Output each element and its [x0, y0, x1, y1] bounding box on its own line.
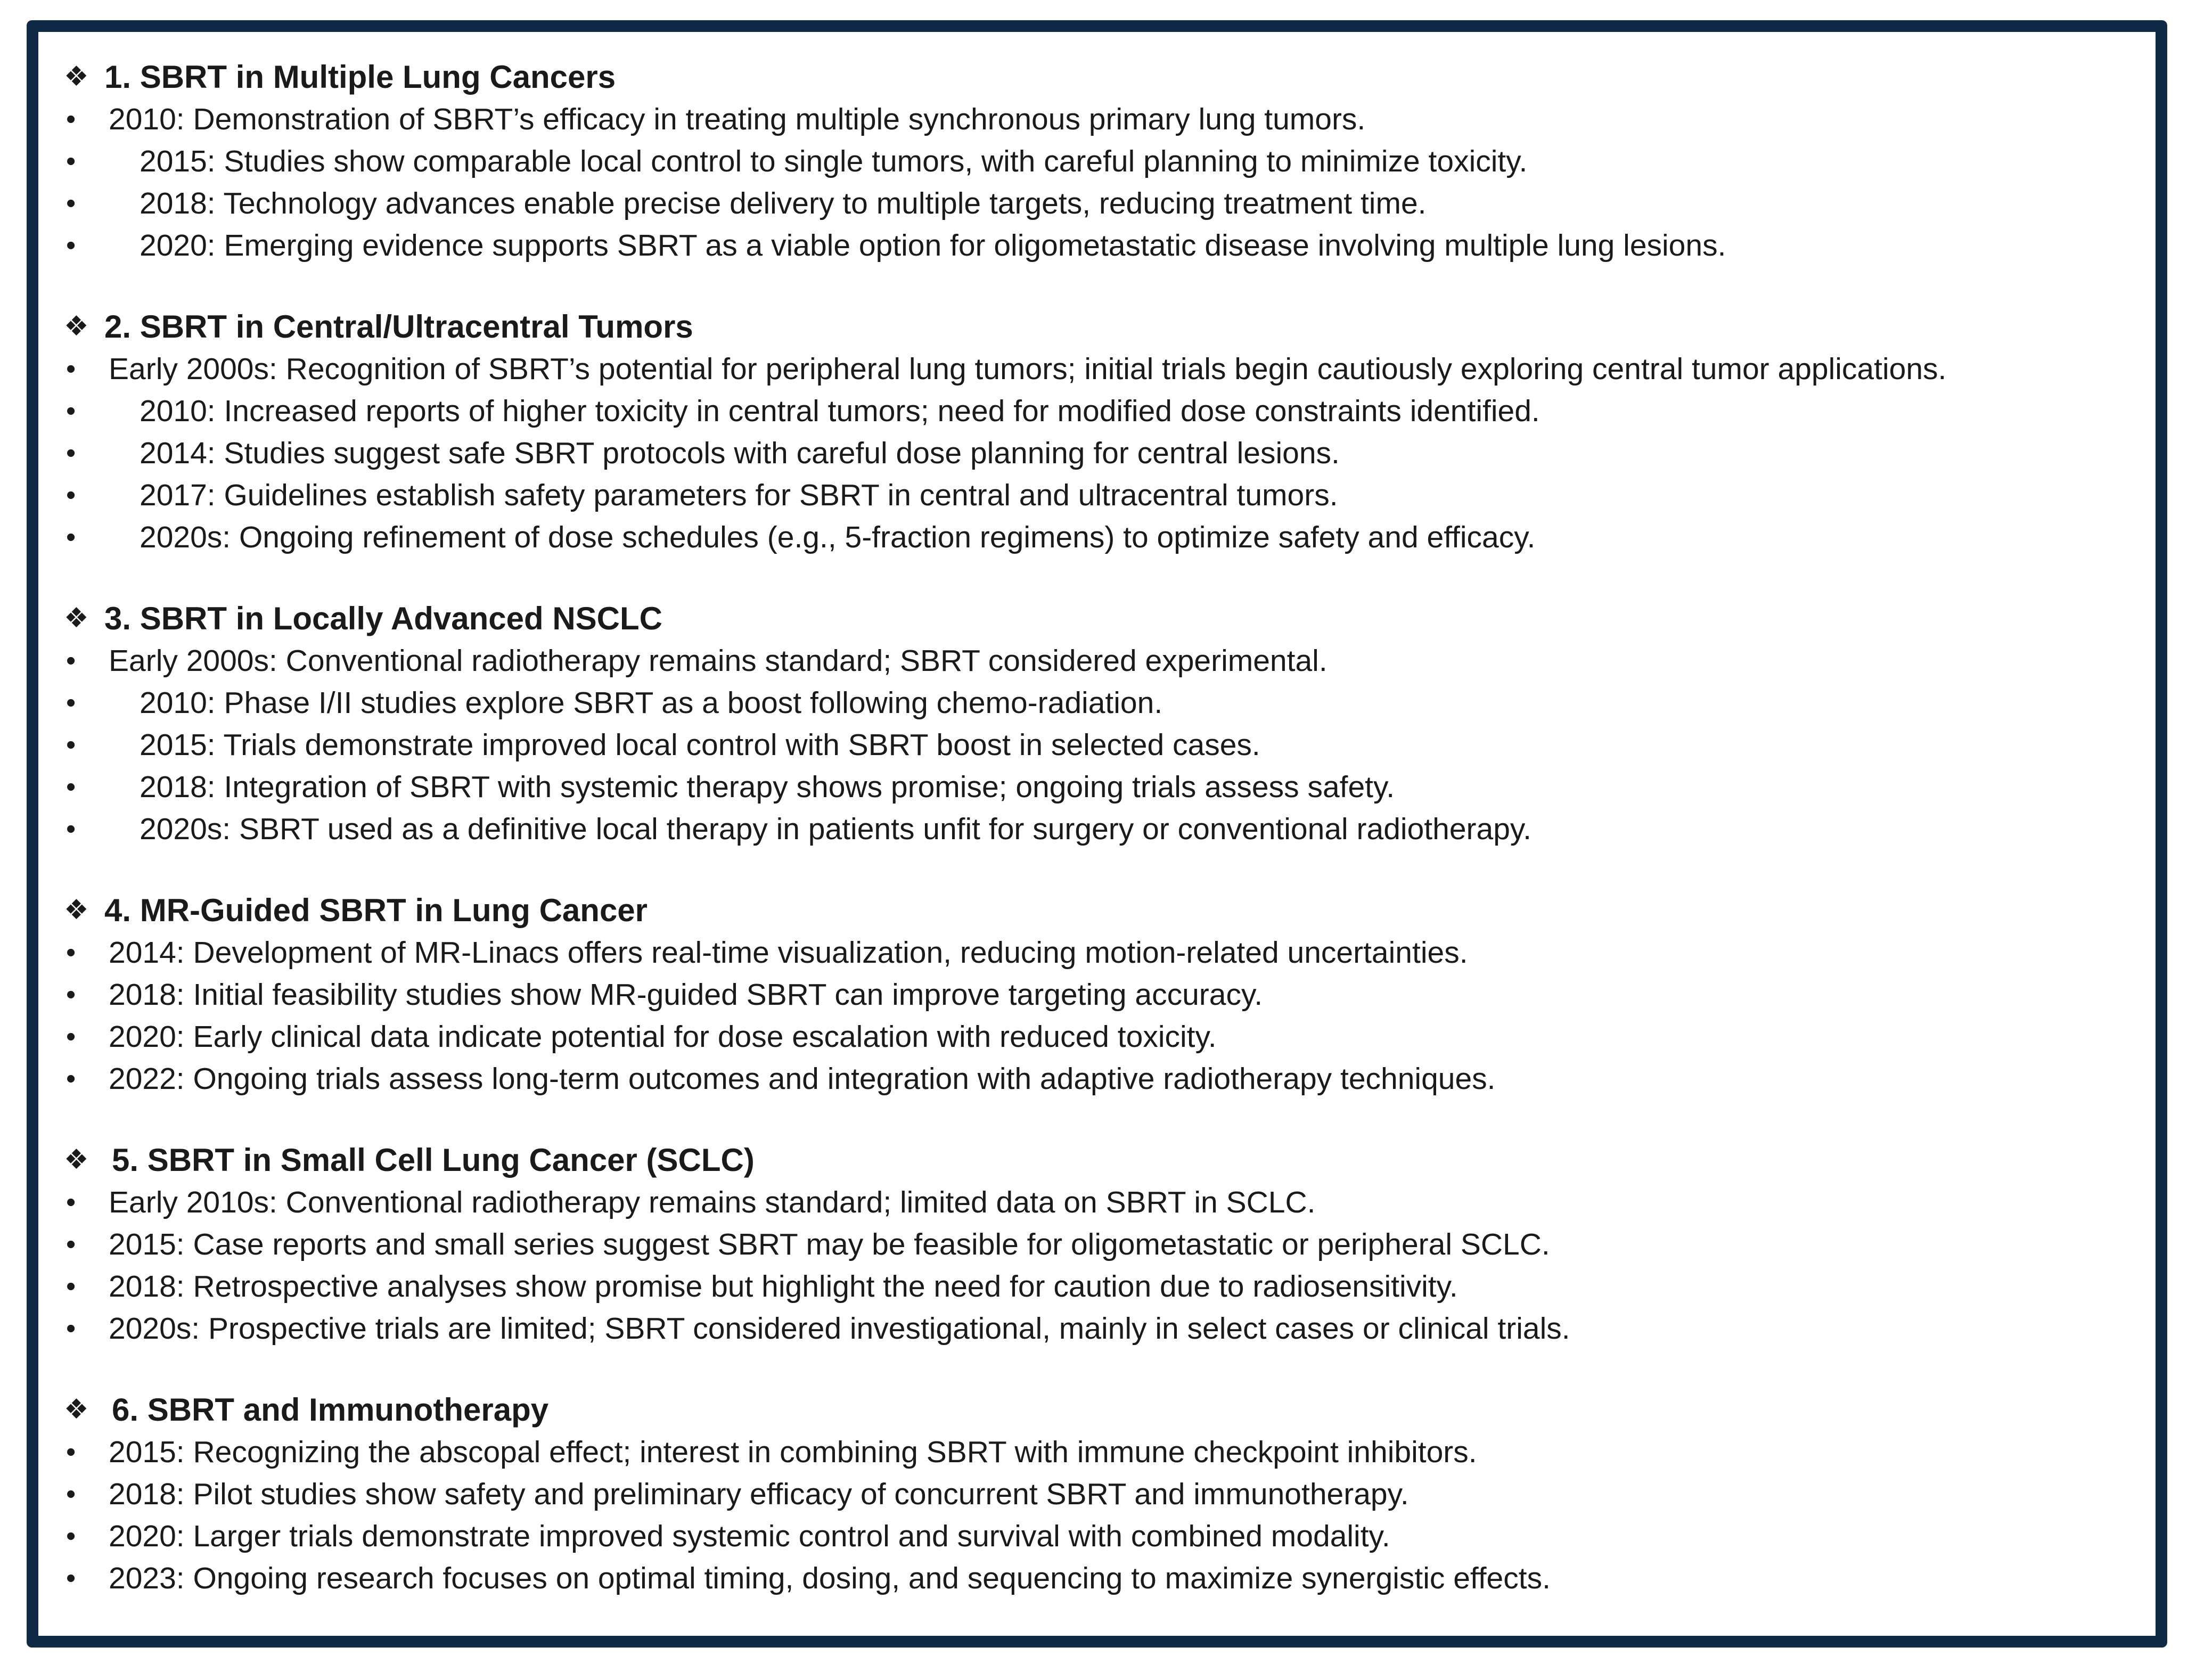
list-item-text: 2020: Early clinical data indicate potential for dose escalation with reduced toxicity. [109, 1019, 1217, 1054]
section-heading-text: 4. MR-Guided SBRT in Lung Cancer [104, 892, 648, 928]
list-item [64, 98, 2140, 140]
section-heading [64, 889, 2140, 931]
bullet-icon: • [66, 771, 76, 802]
four-diamond-icon: ❖ [64, 1394, 89, 1425]
list-item-text: 2018: Pilot studies show safety and preliminary efficacy of concurrent SBRT and immunotherapy. [109, 1477, 1409, 1511]
list-item-text: 2018: Integration of SBRT with systemic therapy shows promise; ongoing trials assess safety. [140, 769, 1395, 804]
bullet-icon: • [66, 1478, 76, 1510]
bullet-icon: • [66, 353, 76, 384]
list-item-text: Early 2010s: Conventional radiotherapy remains standard; limited data on SBRT in SCLC. [109, 1185, 1316, 1219]
list-item [64, 432, 2140, 474]
four-diamond-icon: ❖ [64, 311, 89, 342]
bullet-icon: • [66, 395, 76, 427]
list-item [64, 682, 2140, 724]
bullet-icon: • [66, 1313, 76, 1344]
bullet-icon: • [66, 979, 76, 1010]
list-item [64, 1557, 2140, 1599]
list-item-text: 2015: Case reports and small series suggest SBRT may be feasible for oligometastatic or peripheral SCLC. [109, 1227, 1550, 1261]
bullet-icon: • [66, 103, 76, 135]
section-heading [64, 1388, 2140, 1431]
list-item [64, 808, 2140, 850]
list-item-text: 2020s: Prospective trials are limited; SBRT considered investigational, mainly in select cases or clinical trials. [109, 1311, 1570, 1346]
list-item-text: 2010: Phase I/II studies explore SBRT as a boost following chemo-radiation. [140, 685, 1163, 720]
list-item-text: 2020: Emerging evidence supports SBRT as a viable option for oligometastatic disease involving multiple lung lesions. [140, 228, 1726, 263]
section-heading-text: 2. SBRT in Central/Ultracentral Tumors [104, 308, 693, 345]
list-item [64, 1223, 2140, 1265]
list-item-text: 2014: Studies suggest safe SBRT protocols with careful dose planning for central lesions. [140, 436, 1340, 470]
list-item-text: 2015: Trials demonstrate improved local control with SBRT boost in selected cases. [140, 727, 1260, 762]
list-item [64, 224, 2140, 266]
list-item [64, 182, 2140, 224]
four-diamond-icon: ❖ [64, 895, 89, 925]
bullet-icon: • [66, 1520, 76, 1552]
bullet-icon: • [66, 479, 76, 511]
timeline-frame [27, 20, 2167, 1648]
list-item-text: 2015: Studies show comparable local control to single tumors, with careful planning to minimize toxicity. [140, 144, 1528, 178]
section-heading [64, 305, 2140, 348]
bullet-icon: • [66, 813, 76, 845]
section-heading-text: 6. SBRT and Immunotherapy [112, 1391, 549, 1428]
bullet-icon: • [66, 729, 76, 760]
bullet-icon: • [66, 937, 76, 968]
list-item-text: 2014: Development of MR-Linacs offers real-time visualization, reducing motion-related uncertainties. [109, 935, 1468, 970]
section-multiple-lung-cancers [64, 55, 2140, 266]
bullet-icon: • [66, 187, 76, 219]
bullet-icon: • [66, 1021, 76, 1052]
section-heading [64, 597, 2140, 640]
list-item-text: 2023: Ongoing research focuses on optimal timing, dosing, and sequencing to maximize synergistic effects. [109, 1561, 1551, 1595]
list-item-text: 2022: Ongoing trials assess long-term outcomes and integration with adaptive radiotherapy techniques. [109, 1061, 1496, 1096]
bullet-icon: • [66, 1271, 76, 1302]
list-item-text: 2018: Retrospective analyses show promise but highlight the need for caution due to radiosensitivity. [109, 1269, 1458, 1304]
list-item [64, 516, 2140, 558]
list-item [64, 1431, 2140, 1473]
list-item [64, 1473, 2140, 1515]
list-item-text: 2018: Technology advances enable precise delivery to multiple targets, reducing treatment time. [140, 186, 1427, 220]
list-item [64, 348, 2140, 390]
bullet-icon: • [66, 145, 76, 177]
four-diamond-icon: ❖ [64, 61, 89, 92]
list-item [64, 1058, 2140, 1100]
section-heading [64, 55, 2140, 98]
list-item [64, 1265, 2140, 1307]
bullet-icon: • [66, 645, 76, 676]
section-heading-text: 1. SBRT in Multiple Lung Cancers [104, 59, 616, 95]
list-item [64, 1181, 2140, 1223]
bullet-icon: • [66, 230, 76, 261]
bullet-icon: • [66, 521, 76, 553]
list-item-text: Early 2000s: Conventional radiotherapy remains standard; SBRT considered experimental. [109, 643, 1328, 678]
list-item [64, 724, 2140, 766]
list-item-text: 2020s: Ongoing refinement of dose schedules (e.g., 5-fraction regimens) to optimize safety and efficacy. [140, 520, 1536, 554]
list-item-text: 2020s: SBRT used as a definitive local therapy in patients unfit for surgery or conventional radiotherapy. [140, 812, 1532, 846]
section-heading-text: 3. SBRT in Locally Advanced NSCLC [104, 600, 662, 636]
bullet-icon: • [66, 1063, 76, 1094]
list-item-text: 2020: Larger trials demonstrate improved systemic control and survival with combined modality. [109, 1519, 1390, 1553]
bullet-icon: • [66, 1436, 76, 1468]
four-diamond-icon: ❖ [64, 603, 89, 634]
list-item [64, 1515, 2140, 1557]
list-item [64, 973, 2140, 1015]
section-heading-text: 5. SBRT in Small Cell Lung Cancer (SCLC) [112, 1142, 755, 1178]
section-locally-advanced-nsclc [64, 597, 2140, 850]
list-item-text: 2010: Increased reports of higher toxicity in central tumors; need for modified dose constraints identified. [140, 394, 1540, 428]
list-item [64, 640, 2140, 682]
list-item [64, 1015, 2140, 1058]
bullet-icon: • [66, 437, 76, 469]
list-item-text: 2010: Demonstration of SBRT’s efficacy in treating multiple synchronous primary lung tumors. [109, 102, 1366, 136]
bullet-icon: • [66, 1228, 76, 1260]
list-item-text: 2018: Initial feasibility studies show MR-guided SBRT can improve targeting accuracy. [109, 977, 1263, 1012]
list-item [64, 766, 2140, 808]
list-item [64, 1307, 2140, 1349]
bullet-icon: • [66, 1186, 76, 1218]
list-item-text: 2015: Recognizing the abscopal effect; interest in combining SBRT with immune checkpoint inhibitors. [109, 1435, 1477, 1469]
four-diamond-icon: ❖ [64, 1144, 89, 1175]
bullet-icon: • [66, 687, 76, 718]
timeline-content [64, 55, 2140, 1599]
list-item-text: Early 2000s: Recognition of SBRT’s potential for peripheral lung tumors; initial trials begin cautiously exploring central tumor applications. [109, 351, 1947, 386]
section-mr-guided-sbrt [64, 889, 2140, 1100]
section-central-ultracentral-tumors [64, 305, 2140, 558]
bullet-icon: • [66, 1562, 76, 1594]
section-sbrt-immunotherapy [64, 1388, 2140, 1599]
list-item [64, 474, 2140, 516]
list-item [64, 931, 2140, 973]
list-item-text: 2017: Guidelines establish safety parameters for SBRT in central and ultracentral tumors. [140, 478, 1338, 512]
section-small-cell-lung-cancer [64, 1138, 2140, 1349]
list-item [64, 390, 2140, 432]
list-item [64, 140, 2140, 182]
section-heading [64, 1138, 2140, 1181]
